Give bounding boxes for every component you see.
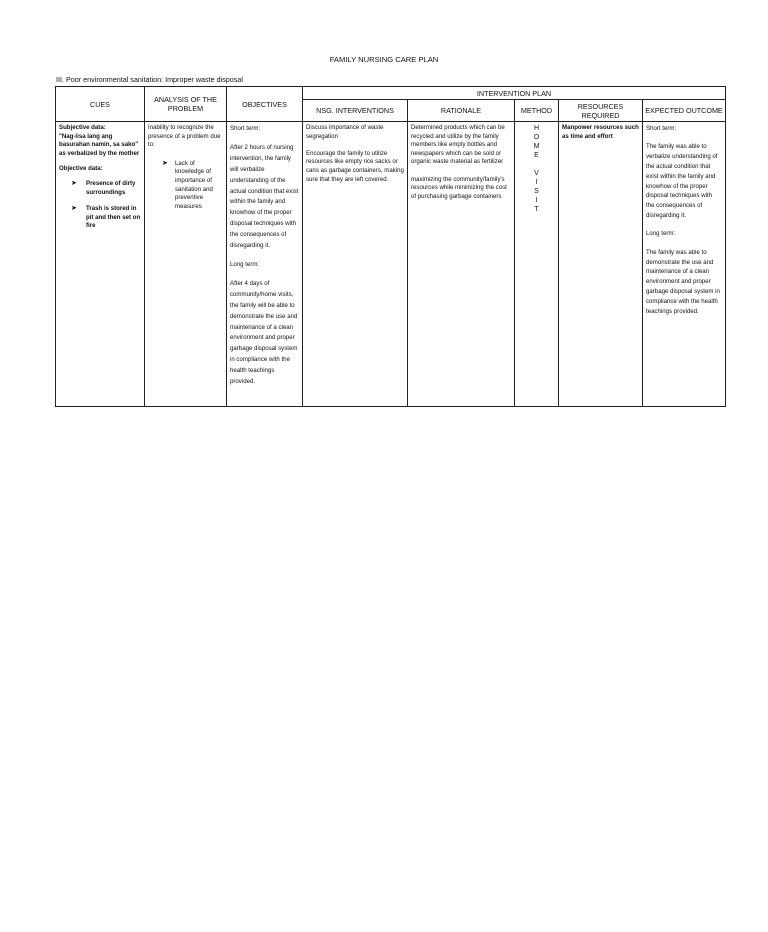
header-expected-outcome: EXPECTED OUTCOME xyxy=(643,100,726,122)
header-nsg-interventions: NSG. INTERVENTIONS xyxy=(303,100,408,122)
analysis-intro: Inability to recognize the presence of a problem due to: xyxy=(148,124,221,149)
outcome-short-text: The family was able to verbalize understanding of the actual condition that exist within the family and knowhow of the proper disposal techniques with the consequences of disregarding it. xyxy=(646,143,718,219)
subjective-text: "Nag-iisa lang ang basurahan namin, sa sako" as verbalized by the mother xyxy=(59,132,140,157)
rationale-1: Determined products which can be recycled and utilize by the family members like empty bottles and newspapers which can be sold or organic waste material as fertilizer xyxy=(411,124,505,166)
section-title: III. Poor environmental sanitation: Improper waste disposal xyxy=(56,75,243,84)
cues-cell xyxy=(56,122,145,407)
objective-list xyxy=(59,180,141,231)
resources-text: Manpower resources such as time and effort xyxy=(562,124,639,140)
header-resources: RESOURCES REQUIRED xyxy=(559,100,643,122)
analysis-cell xyxy=(145,122,227,407)
objectives-cell xyxy=(227,122,303,407)
objectives-long-text: After 4 days of community/home visits, the family will be able to demonstrate the use and maintenance of a clean environment and proper garbage disposal system in compliance with the health teachings provided. xyxy=(230,280,298,385)
analysis-list xyxy=(148,160,223,212)
subjective-label: Subjective data: xyxy=(59,124,106,131)
resources-cell xyxy=(559,122,643,407)
arrowhead-bullet-icon: ➤ xyxy=(71,179,77,187)
objectives-short-label: Short term: xyxy=(230,125,261,132)
intervention-1: Discuss importance of waste segregation xyxy=(306,124,384,140)
header-analysis: ANALYSIS OF THE PROBLEM xyxy=(145,87,227,122)
intervention-2: Encourage the family to utilize resources like empty rice sacks or cans as garbage containers, making sure that they are left covered. xyxy=(306,149,404,183)
rationale-cell xyxy=(408,122,515,407)
header-intervention-plan: INTERVENTION PLAN xyxy=(303,87,726,100)
header-rationale: RATIONALE xyxy=(408,100,515,122)
interventions-cell xyxy=(303,122,408,407)
list-item: ➤ Presence of dirty surroundings xyxy=(71,179,136,196)
list-item: ➤ Trash is stored in pit and then set on fire xyxy=(71,205,141,230)
list-item: ➤ Lack of knowledge of importance of sanitation and preventive measures xyxy=(162,159,213,210)
care-plan-table xyxy=(55,86,726,407)
objectives-long-label: Long term: xyxy=(230,260,260,268)
outcome-long-label: Long term: xyxy=(646,230,676,238)
header-objectives: OBJECTIVES xyxy=(227,87,303,122)
objective-label: Objective data: xyxy=(59,165,103,173)
method-cell xyxy=(515,122,559,407)
arrowhead-bullet-icon: ➤ xyxy=(162,159,168,167)
document-title: FAMILY NURSING CARE PLAN xyxy=(329,55,439,64)
outcome-long-text: The family was able to demonstrate the use and maintenance of a clean environment and proper garbage disposal system in compliance with the health teachings provided. xyxy=(646,248,720,315)
header-method: METHOD xyxy=(515,100,559,122)
header-cues: CUES xyxy=(56,87,145,122)
outcome-short-label: Short term: xyxy=(646,125,677,132)
rationale-2: maximizing the community/family's resources while minimizing the cost of purchasing garbage containers xyxy=(411,175,507,200)
expected-outcome-cell xyxy=(643,122,726,407)
method-letters: H O M E V I S I T xyxy=(533,125,540,213)
arrowhead-bullet-icon: ➤ xyxy=(71,205,77,213)
objectives-short-text: After 2 hours of nursing intervention, the family will verbalize understanding of the actual condition that exist within the family and knowhow of the proper disposal techniques with the consequences of disregarding it. xyxy=(230,144,299,249)
